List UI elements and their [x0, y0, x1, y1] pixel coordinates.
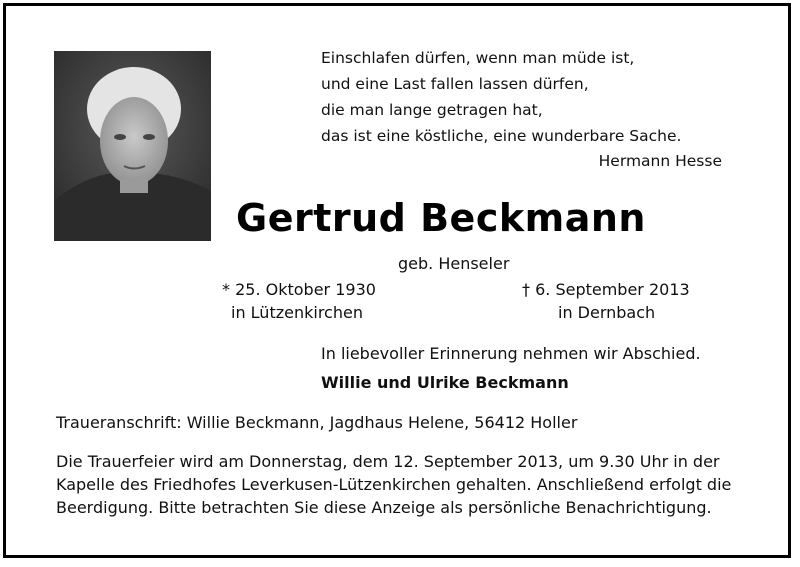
- poem-line: und eine Last fallen lassen dürfen,: [321, 75, 589, 93]
- poem-line: die man lange getragen hat,: [321, 101, 543, 119]
- service-announcement: [56, 450, 746, 519]
- birth-place: in Lützenkirchen: [231, 303, 363, 322]
- portrait-image: [54, 51, 211, 241]
- death-place: in Dernbach: [558, 303, 656, 322]
- portrait-photo: [54, 51, 211, 241]
- mourners-names: Willie und Ulrike Beckmann: [321, 373, 569, 392]
- service-line: Beerdigung. Bitte betrachten Sie diese Anzeige als persönliche Benachrichtigung.: [56, 498, 712, 517]
- poem-line: Einschlafen dürfen, wenn man müde ist,: [321, 49, 635, 67]
- mourning-address: Traueranschrift: Willie Beckmann, Jagdhaus Helene, 56412 Holler: [56, 413, 578, 432]
- farewell-text: In liebevoller Erinnerung nehmen wir Abschied.: [321, 344, 701, 363]
- birth-date: * 25. Oktober 1930: [222, 280, 376, 299]
- poem-author: Hermann Hesse: [598, 152, 722, 170]
- service-line: Kapelle des Friedhofes Leverkusen-Lützenkirchen gehalten. Anschließend erfolgt die: [56, 475, 732, 494]
- deceased-name: Gertrud Beckmann: [236, 196, 646, 240]
- birth-name: geb. Henseler: [398, 254, 510, 273]
- service-line: Die Trauerfeier wird am Donnerstag, dem 12. September 2013, um 9.30 Uhr in der: [56, 452, 720, 471]
- poem-line: das ist eine köstliche, eine wunderbare Sache.: [321, 127, 682, 145]
- death-date: † 6. September 2013: [522, 280, 690, 299]
